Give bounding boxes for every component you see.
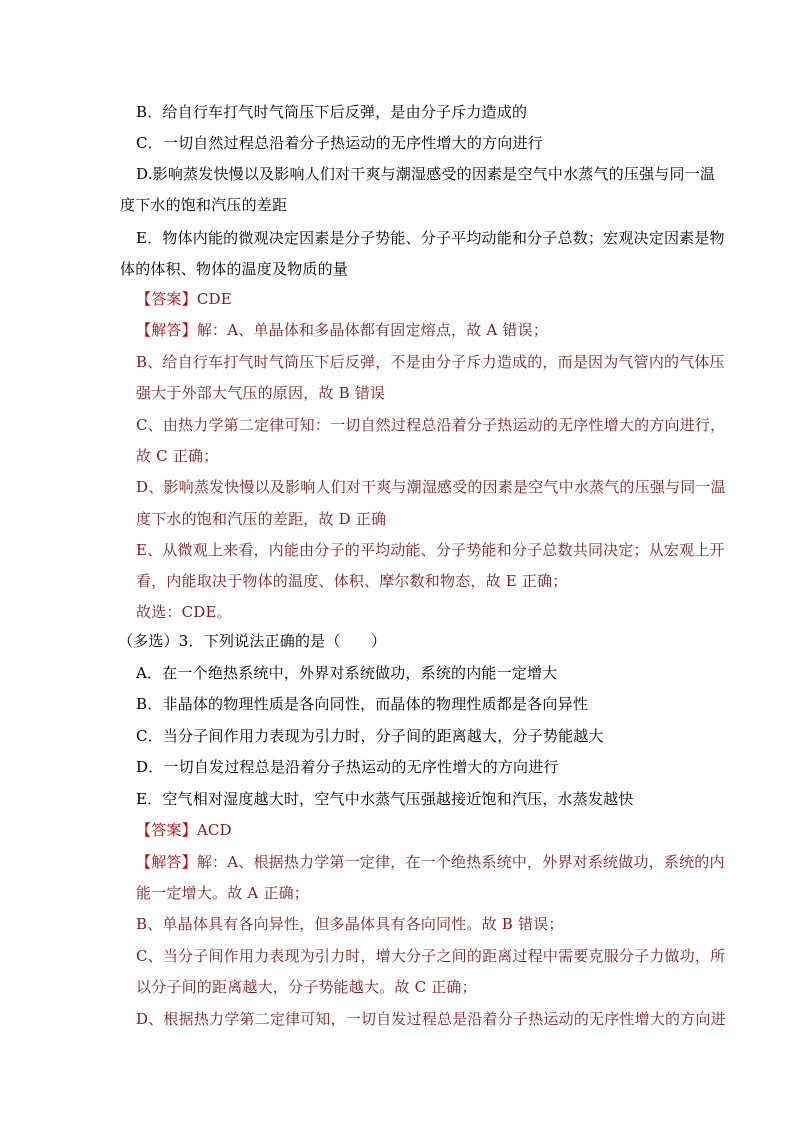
q3-explain-line3: B、单晶体具有各向异性，但多晶体具有各向同性。故 B 错误；	[136, 915, 564, 933]
q3-explain-line1	[136, 852, 725, 872]
answer-label: 【答案】	[136, 821, 197, 839]
q2-answer	[136, 289, 232, 309]
q2-option-d-line1: D.影响蒸发快慢以及影响人们对干爽与潮湿感受的因素是空气中水蒸气的压强与同一温	[136, 165, 716, 183]
q3-explain-line2: 能一定增大。故 A 正确；	[136, 884, 309, 902]
q2-option-b: B．给自行车打气时气筒压下后反弹，是由分子斥力造成的	[136, 103, 528, 121]
q3-option-d: D．一切自发过程总是沿着分子热运动的无序性增大的方向进行	[136, 758, 559, 776]
q2-explain-line6: D、影响蒸发快慢以及影响人们对干爽与潮湿感受的因素是空气中水蒸气的压强与同一温	[136, 478, 726, 496]
q2-explain-line9: 看，内能取决于物体的温度、体积、摩尔数和物态，故 E 正确；	[136, 572, 568, 590]
q2-option-d-line2: 度下水的饱和汽压的差距	[120, 196, 288, 214]
q2-explain-line10: 故选：CDE。	[136, 603, 232, 621]
explain-text: 解：A、根据热力学第一定律，在一个绝热系统中，外界对系统做功，系统的内	[196, 853, 725, 871]
q2-option-e-line2: 体的体积、物体的温度及物质的量	[120, 260, 349, 278]
q2-explain-line5: 故 C 正确；	[136, 447, 219, 465]
q3-option-a: A．在一个绝热系统中，外界对系统做功，系统的内能一定增大	[136, 664, 558, 682]
q2-explain-line7: 度下水的饱和汽压的差距，故 D 正确	[136, 510, 387, 528]
q2-explain-line2: B、给自行车打气时气筒压下后反弹，不是由分子斥力造成的，而是因为气管内的气体压	[136, 353, 725, 371]
answer-value: CDE	[196, 290, 232, 308]
q3-option-c: C．当分子间作用力表现为引力时，分子间的距离越大，分子势能越大	[136, 727, 604, 745]
q2-explain-line4: C、由热力学第二定律可知：一切自然过程总沿着分子热运动的无序性增大的方向进行，	[136, 416, 726, 434]
q2-explain-line8: E、从微观上来看，内能由分子的平均动能、分子势能和分子总数共同决定；从宏观上开	[136, 541, 725, 559]
q3-answer	[136, 820, 232, 840]
explain-text: 解：A、单晶体和多晶体都有固定熔点，故 A 错误；	[196, 321, 549, 339]
q3-stem: （多选）3．下列说法正确的是（ ）	[118, 632, 387, 650]
explain-label: 【解答】	[136, 853, 197, 871]
q3-explain-line6: D、根据热力学第二定律可知，一切自发过程总是沿着分子热运动的无序性增大的方向进	[136, 1010, 726, 1028]
q3-option-e: E．空气相对湿度越大时，空气中水蒸气压强越接近饱和汽压，水蒸发越快	[136, 790, 634, 808]
q3-explain-line4: C、当分子间作用力表现为引力时，增大分子之间的距离过程中需要克服分子力做功，所	[136, 947, 726, 965]
q2-explain-line3: 强大于外部大气压的原因，故 B 错误	[136, 384, 386, 402]
q2-option-c: C．一切自然过程总沿着分子热运动的无序性增大的方向进行	[136, 134, 543, 152]
q3-option-b: B．非晶体的物理性质是各向同性，而晶体的物理性质都是各向异性	[136, 695, 589, 713]
answer-label: 【答案】	[136, 290, 197, 308]
q3-explain-line5: 以分子间的距离越大，分子势能越大。故 C 正确；	[136, 978, 477, 996]
q2-option-e-line1: E．物体内能的微观决定因素是分子势能、分子平均动能和分子总数；宏观决定因素是物	[136, 229, 725, 247]
answer-value: ACD	[196, 821, 232, 839]
explain-label: 【解答】	[136, 321, 197, 339]
q2-explain-line1	[136, 320, 548, 340]
